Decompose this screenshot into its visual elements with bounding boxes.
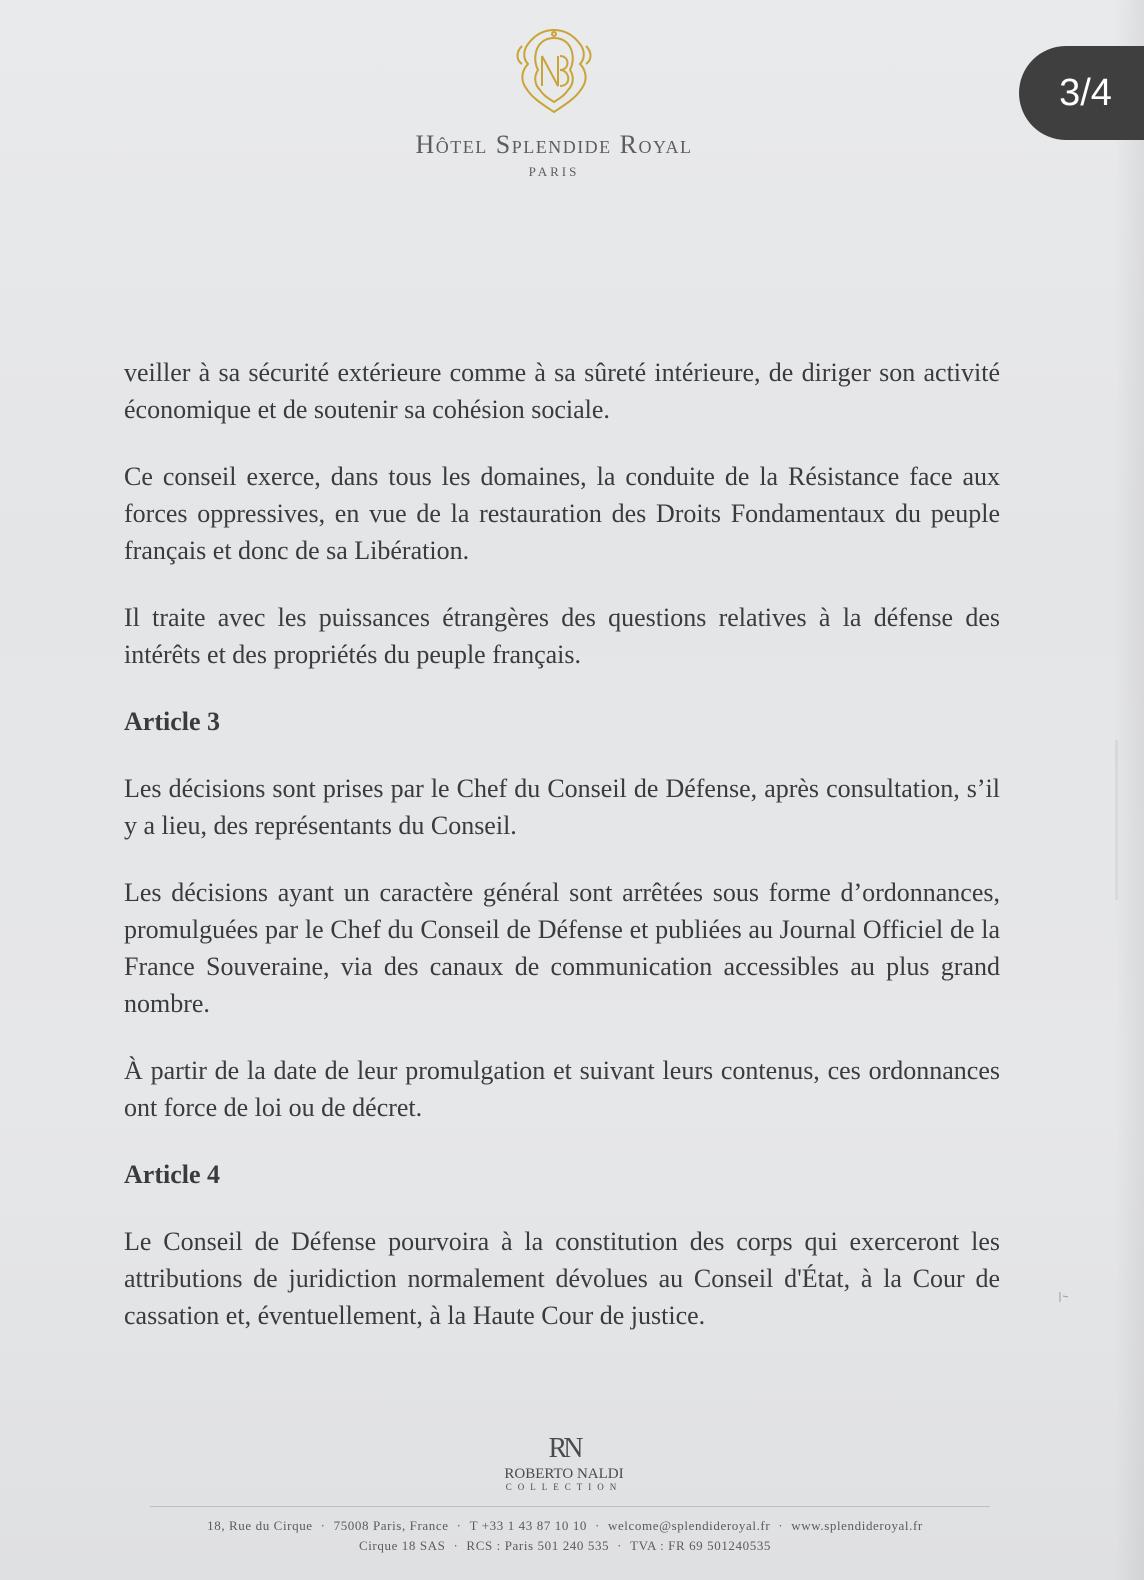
paragraph: Il traite avec les puissances étrangères des questions relatives à la défense des intérêts et des propriétés du peuple français. xyxy=(124,603,1000,669)
paragraph: Les décisions ayant un caractère général sont arrêtées sous forme d’ordonnances, promulguées par le Chef du Conseil de Défense et publiées au Journal Officiel de la France Souveraine, via des canaux de communication accessibles au plus grand nombre. xyxy=(124,878,1000,1018)
footer-divider xyxy=(150,1506,990,1507)
document-body xyxy=(124,354,1000,1364)
footer-phone: T +33 1 43 87 10 10 xyxy=(469,1518,588,1533)
article-3-heading: Article 3 xyxy=(124,707,221,736)
brand-collection: COLLECTION xyxy=(505,1482,623,1492)
footer-city: 75008 Paris, France xyxy=(333,1518,449,1533)
hotel-city: PARIS xyxy=(528,164,580,179)
paragraph: Les décisions sont prises par le Chef du Conseil de Défense, après consultation, s’il y a lieu, des représentants du Conseil. xyxy=(124,774,1000,840)
brand-name: ROBERTO NALDI xyxy=(504,1466,624,1482)
paragraph: À partir de la date de leur promulgation et suivant leurs contenus, ces ordonnances ont force de loi ou de décret. xyxy=(124,1056,1000,1122)
footer-website: www.splendideroyal.fr xyxy=(791,1518,923,1533)
page-counter-badge: 3/4 xyxy=(1019,46,1144,140)
paragraph: Le Conseil de Défense pourvoira à la constitution des corps qui exerceront les attributions de juridiction normalement dévolues au Conseil d'État, à la Cour de cassation et, éventuellement, à la Haute Cour de justice. xyxy=(124,1227,1000,1330)
pen-mark xyxy=(1058,1290,1070,1304)
footer-legal-line: Cirque 18 SAS · RCS : Paris 501 240 535 · TVA : FR 69 501240535 xyxy=(358,1538,772,1553)
footer-rcs: RCS : Paris 501 240 535 xyxy=(466,1538,610,1553)
hotel-crest-logo xyxy=(514,26,594,116)
footer-tva: TVA : FR 69 501240535 xyxy=(630,1538,772,1553)
footer-email: welcome@splendideroyal.fr xyxy=(607,1518,771,1533)
page-edge-shadow xyxy=(1114,0,1144,1580)
hotel-name: Hôtel Splendide Royal xyxy=(415,130,693,159)
roberto-naldi-logo xyxy=(0,1434,1128,1492)
rn-monogram: RN xyxy=(548,1433,580,1464)
paper-fold xyxy=(1115,740,1118,900)
footer-company: Cirque 18 SAS xyxy=(358,1538,446,1553)
footer-address: 18, Rue du Cirque xyxy=(207,1518,313,1533)
paragraph: Ce conseil exerce, dans tous les domaines, la conduite de la Résistance face aux forces oppressives, en vue de la restauration des Droits Fondamentaux du peuple français et donc de sa Libération. xyxy=(124,462,1000,565)
paragraph: veiller à sa sécurité extérieure comme à sa sûreté intérieure, de diriger son activité économique et de soutenir sa cohésion sociale. xyxy=(124,358,1000,424)
footer-contact-line: 18, Rue du Cirque · 75008 Paris, France · T +33 1 43 87 10 10 · welcome@splendideroyal.fr · www.splendideroyal.fr xyxy=(207,1518,923,1533)
article-4-heading: Article 4 xyxy=(124,1160,221,1189)
